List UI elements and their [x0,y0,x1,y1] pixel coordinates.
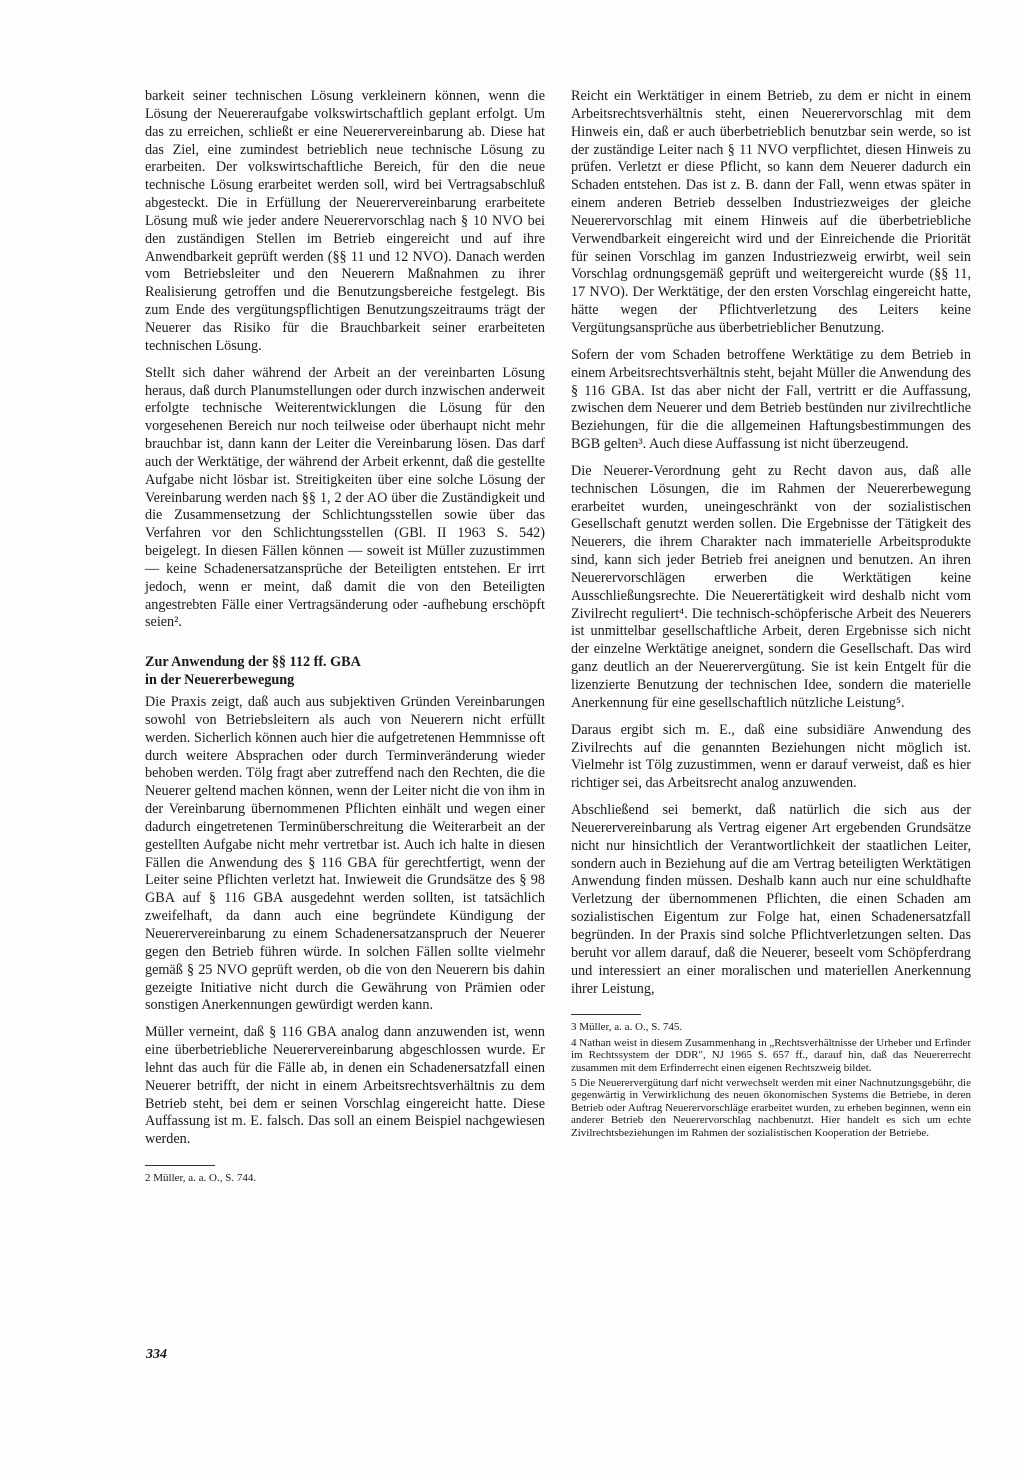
section-heading-line: in der Neuererbewegung [145,672,295,689]
section-heading-line: Zur Anwendung der §§ 112 ff. GBA [145,654,361,671]
footnote-divider [145,1165,215,1166]
paragraph: Reicht ein Werktätiger in einem Betrieb, zu dem er nicht in einem Arbeitsrechtsverhältnis steht, einen Neuerervorschlag mit dem Hinweis ein, daß er auch überbetrieblich benutzbar sein werde, so ist der zuständige Leiter nach § 11 NVO verpflichtet, diesen Hinweis zu prüfen. Verletzt er diese Pflicht, so kann dem Neuerer dadurch ein Schaden entstehen. Das ist z. B. dann der Fall, wenn etwas später in einem anderen Betrieb desselben Industriezweiges der gleiche Neuerervorschlag mit einem Hinweis auf die überbetriebliche Verwendbarkeit eingereicht wird und der Einreichende die Priorität für seinen Vorschlag im ganzen Industriezweig erwirbt, weil sein Vorschlag ordnungsgemäß geprüft und weitergereicht wurde (§§ 11, 17 NVO). Der Werktätige, der den ersten Vorschlag eingereicht hatte, hätte wegen der Pflichtverletzung des Leiters keine Vergütungsansprüche aus überbetrieblicher Benutzung. [571,88,971,336]
paragraph: Die Praxis zeigt, daß auch aus subjektiven Gründen Vereinbarungen sowohl von Betriebsleitern als auch von Neuerern nicht erfüllt werden. Sicherlich können auch hier die aufgetretenen Hemmnisse oft durch weitere Absprachen oder durch Terminveränderung wieder behoben werden. Tölg fragt aber zutreffend nach den Rechten, die die Neuerer geltend machen können, wenn der Leiter nicht die von ihm in der Vereinbarung übernommenen Pflichten einhält und wegen einer dadurch eingetretenen Terminüberschreitung die Weiterarbeit an der gestellten Aufgabe nicht mehr vertretbar ist. Auch ich halte in diesen Fällen die Anwendung des § 116 GBA für gerechtfertigt, wenn der Leiter seine Pflichten verletzt hat. Inwieweit die Grundsätze des § 98 GBA auf § 116 GBA ausgedehnt werden sollten, ist tatsächlich zweifelhaft, da dann auch eine begründete Kündigung der Neuerervereinbarung zu einem Schadenersatzanspruch der Neuerer gegen den Betrieb führen würde. In solchen Fällen sollte vielmehr gemäß § 25 NVO geprüft werden, ob die von den Neuerern bis dahin gezeigte Initiative nicht durch die Gewährung von Prämien oder sonstigen Anerkennungen gewürdigt werden kann. [145,694,545,1014]
footnote: 4 Nathan weist in diesem Zusammenhang in „Rechtsverhältnisse der Urheber und Erfinder im Rechtssystem der DDR", NJ 1965 S. 657 ff., darauf hin, daß das Neuererrecht zusammen mit dem Erfinderrecht einen eigenen Rechtszweig bildet. [571,1036,971,1074]
paragraph: Sofern der vom Schaden betroffene Werktätige zu dem Betrieb in einem Arbeitsrechtsverhältnis steht, bejaht Müller die Anwendung des § 116 GBA. Ist das aber nicht der Fall, vertritt er die Auffassung, zwischen dem Neuerer und dem Betrieb bestünden nur zivilrechtliche Beziehungen, für die die allgemeinen Haftungsbestimmungen des BGB gelten³. Auch diese Auffassung ist nicht überzeugend. [571,346,971,453]
paragraph: Die Neuerer-Verordnung geht zu Recht davon aus, daß alle technischen Lösungen, die im Rahmen der Neuererbewegung erarbeitet wurden, uneingeschränkt von der sozialistischen Gesellschaft genutzt werden sollen. Die Ergebnisse der Tätigkeit des Neuerers, die ihrem Charakter nach immaterielle Arbeitsprodukte sind, kann sich jeder Betrieb frei aneignen und benutzen. An ihren Neuerervorschlägen erwerben die Werktätigen keine Ausschließungsrechte. Die Neuerertätigkeit wird deshalb nicht vom Zivilrecht reguliert⁴. Die technisch-schöpferische Arbeit des Neuerers ist unmittelbar gesellschaftliche Arbeit, deren Ergebnisse sich nicht der einzelne Werktätige aneignet, sondern die Gesellschaft. Das wird ganz deutlich an der Neuerervergütung. Sie ist kein Entgelt für die lizenzierte Benutzung der technischen Idee, sondern die materielle Anerkennung für eine gesellschaftlich nützliche Leistung⁵. [571,462,971,711]
left-column [145,88,545,1185]
footnote: 5 Die Neuerervergütung darf nicht verwechselt werden mit einer Nachnutzungsgebühr, die gegenwärtig in Verwirklichung des neuen ökonomischen Systems die Betriebe, in deren Betrieb oder Auftrag Neuerervorschläge erarbeitet wurden, zu erheben beginnen, wenn ein anderer Betrieb den Neuerervorschlag nachbenutzt. Hier handelt es sich um echte Zivilrechtsbeziehungen im Rahmen der sozialistischen Kooperation der Betriebe. [571,1076,971,1139]
footnotes [145,1172,545,1184]
footnote: 3 Müller, a. a. O., S. 745. [571,1021,683,1034]
paragraph: Stellt sich daher während der Arbeit an der vereinbarten Lösung heraus, daß durch Planumstellungen oder durch inzwischen anderweit erfolgte technische Weiterentwicklungen die Lösung für den vorgesehenen Bereich nur noch teilweise oder überhaupt nicht mehr brauchbar ist, dann kann der Leiter die Vereinbarung lösen. Das darf auch der Werktätige, der während der Arbeit erkennt, daß die gestellte Aufgabe nicht lösbar ist. Streitigkeiten über eine solche Lösung der Vereinbarung werden nach §§ 1, 2 der AO über die Zuständigkeit und die Zusammensetzung der Schlichtungsstellen sowie über das Verfahren vor den Schlichtungsstellen (GBl. II 1963 S. 542) beigelegt. In diesen Fällen können — soweit ist Müller zuzustimmen — keine Schadenersatzansprüche der Beteiligten entstehen. Er irrt jedoch, wenn er meint, daß damit die von den Beteiligten angestrebten Fälle einer Vertragsänderung oder -aufhebung erschöpft seien². [145,364,545,631]
paragraph: barkeit seiner technischen Lösung verkleinern können, wenn die Lösung der Neuereraufgabe volkswirtschaftlich geplant erfolgt. Um das zu erreichen, schließt er eine Neuerervereinbarung ab. Diese hat das Ziel, eine zumindest betrieblich neue technische Lösung zu erarbeiten. Der volkswirtschaftliche Bereich, für den die neue technische Lösung erarbeitet werden soll, wird bei Vertragsabschluß abgesteckt. Die in Erfüllung der Neuerervereinbarung erarbeitete Lösung muß wie jeder andere Neuerervorschlag nach § 10 NVO bei den zuständigen Stellen im Betrieb eingereicht und auf ihre Anwendbarkeit geprüft werden (§§ 11 und 12 NVO). Danach werden vom Betriebsleiter und den Neuerern Maßnahmen zu ihrer Realisierung getroffen und die Benutzungsbereiche festgelegt. Bis zum Ende des vergütungspflichtigen Benutzungszeitraums trägt der Neuerer das Risiko für die Brauchbarkeit seiner erarbeiteten technischen Lösung. [145,88,545,354]
section-heading [145,654,545,690]
paragraph: Daraus ergibt sich m. E., daß eine subsidiäre Anwendung des Zivilrechts auf die genannten Beziehungen nicht möglich ist. Vielmehr ist Tölg zuzustimmen, wenn er darauf verweist, daß es hier richtiger sei, das Arbeitsrecht analog anzuwenden. [571,721,971,792]
footnote-divider [571,1014,641,1015]
paragraph: Abschließend sei bemerkt, daß natürlich die sich aus der Neuerervereinbarung als Vertrag eigener Art ergebenden Grundsätze nicht nur hinsichtlich der Verantwortlichkeit der staatlichen Leiter, sondern auch in Beziehung auf die am Vertrag beteiligten Werktätigen Anwendung finden müssen. Deshalb kann auch nur eine schuldhafte Verletzung der übernommenen Pflichten, die einen Schaden am sozialistischen Eigentum zur Folge hat, einen Schadenersatzfall begründen. In der Praxis sind solche Pflichtverletzungen selten. Das beruht vor allem darauf, daß die Neuerer, beseelt vom Schöpferdrang und interessiert an einer moralischen und materiellen Anerkennung ihrer Leistung, [571,802,971,997]
paragraph: Müller verneint, daß § 116 GBA analog dann anzuwenden ist, wenn eine überbetriebliche Neuerervereinbarung abgeschlossen wurde. Er lehnt das auch für die Fälle ab, in denen ein Schadenersatzfall einen Neuerer betrifft, der nicht in einem Arbeitsrechtsverhältnis zu dem Betrieb steht, bei dem er seinen Vorschlag eingereicht hatte. Diese Auffassung ist m. E. falsch. Das soll an einem Beispiel nachgewiesen werden. [145,1024,545,1148]
page-number: 334 [146,1347,167,1362]
footnotes [571,1021,971,1139]
footnote: 2 Müller, a. a. O., S. 744. [145,1172,257,1185]
right-column [571,88,971,1139]
